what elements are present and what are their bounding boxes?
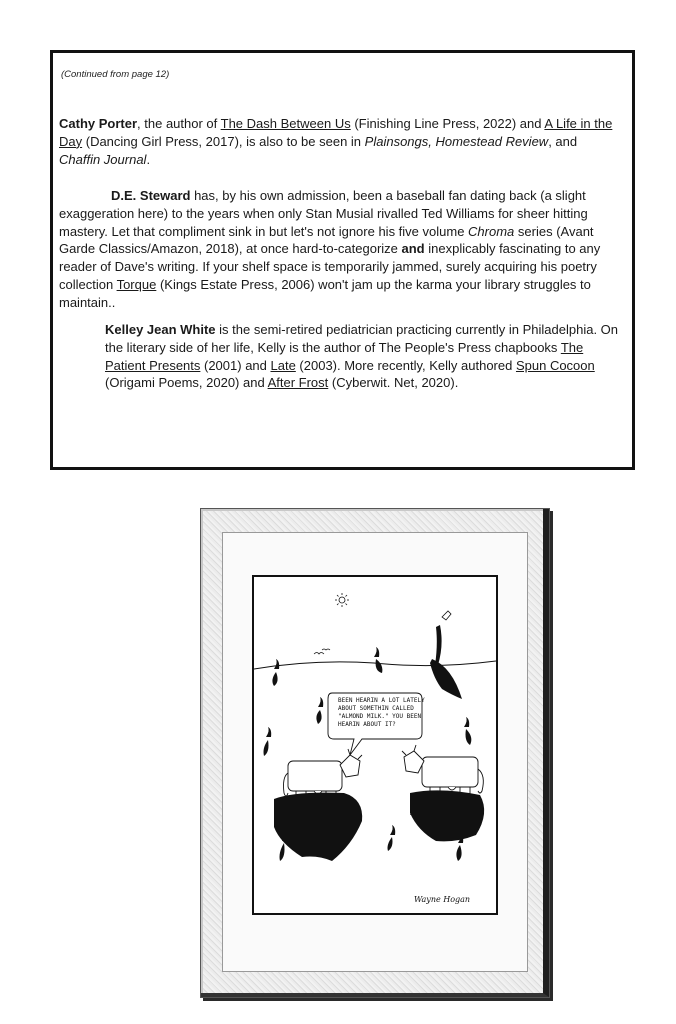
bio-paragraph-porter	[59, 115, 621, 168]
birds-icon	[314, 649, 330, 654]
book-title: The Patient Presents	[105, 339, 584, 373]
cartoon-drawing	[254, 577, 496, 913]
text: (2003). More recently, Kelly authored	[295, 357, 516, 373]
text: , the author of	[137, 116, 221, 131]
emphasis: and	[401, 241, 425, 257]
text: .	[146, 151, 151, 167]
bio-paragraph-white	[105, 321, 625, 392]
right-cow-shadow	[410, 790, 484, 841]
standing-figure-icon	[430, 611, 462, 699]
author-name: D.E. Steward	[111, 188, 191, 203]
speech-bubble-text: BEEN HEARIN A LOT LATELY ABOUT SOMETHIN CALLED "ALMOND MILK." YOU BEEN HEARIN ABOUT IT?	[338, 697, 425, 728]
text: series (Avant Garde Classics/Amazon, 2018), at once hard-to-categorize	[59, 223, 594, 257]
artist-signature: Wayne Hogan	[414, 895, 471, 904]
author-name: Kelley Jean White	[105, 322, 216, 337]
text: inexplicably fascinating to any reader of Dave's writing. If your shelf space is temporarily jammed, surely acquiring his poetry collection	[59, 241, 601, 292]
text: (Kings Estate Press, 2006) won't jam up the karma your library struggles to maintain..	[59, 276, 591, 310]
text: is the semi-retired pediatrician practicing currently in Philadelphia. On the literary side of her life, Kelly is the author of The People's Press chapbooks	[105, 322, 619, 355]
book-title: A Life in the Day	[59, 116, 613, 149]
text: (Cyberwit. Net, 2020).	[328, 375, 459, 391]
cartoon-panel	[252, 575, 498, 915]
left-cow-shadow	[274, 793, 362, 861]
text: (2001) and	[200, 357, 271, 373]
author-name: Cathy Porter	[59, 116, 138, 131]
text: (Origami Poems, 2020) and	[105, 375, 268, 391]
text: , and	[548, 133, 578, 149]
magazine-titles: Plainsongs, Homestead Review	[364, 133, 549, 149]
book-title: Late	[270, 357, 296, 373]
text: (Dancing Girl Press, 2017), is also to be seen in	[82, 133, 365, 149]
sun-icon	[335, 593, 349, 607]
bio-box	[50, 50, 635, 470]
bio-paragraph-steward	[59, 187, 621, 312]
book-title: Spun Cocoon	[515, 357, 595, 373]
book-title: The Dash Between Us	[220, 116, 351, 131]
text: has, by his own admission, been a baseball fan dating back (a slight exaggeration here) to the years when only Stan Musial rivalled Ted Williams for sheer hitting mastery. Let that compliment sink in but let's not ignore his five volume	[59, 188, 588, 239]
continued-note: (Continued from page 12)	[61, 69, 170, 80]
text: (Finishing Line Press, 2022) and	[350, 116, 545, 131]
horizon-line	[254, 661, 496, 669]
book-title: Torque	[116, 276, 157, 292]
series-title: Chroma	[468, 223, 515, 239]
book-title: After Frost	[267, 375, 329, 391]
magazine-title: Chaffin Journal	[59, 151, 147, 167]
